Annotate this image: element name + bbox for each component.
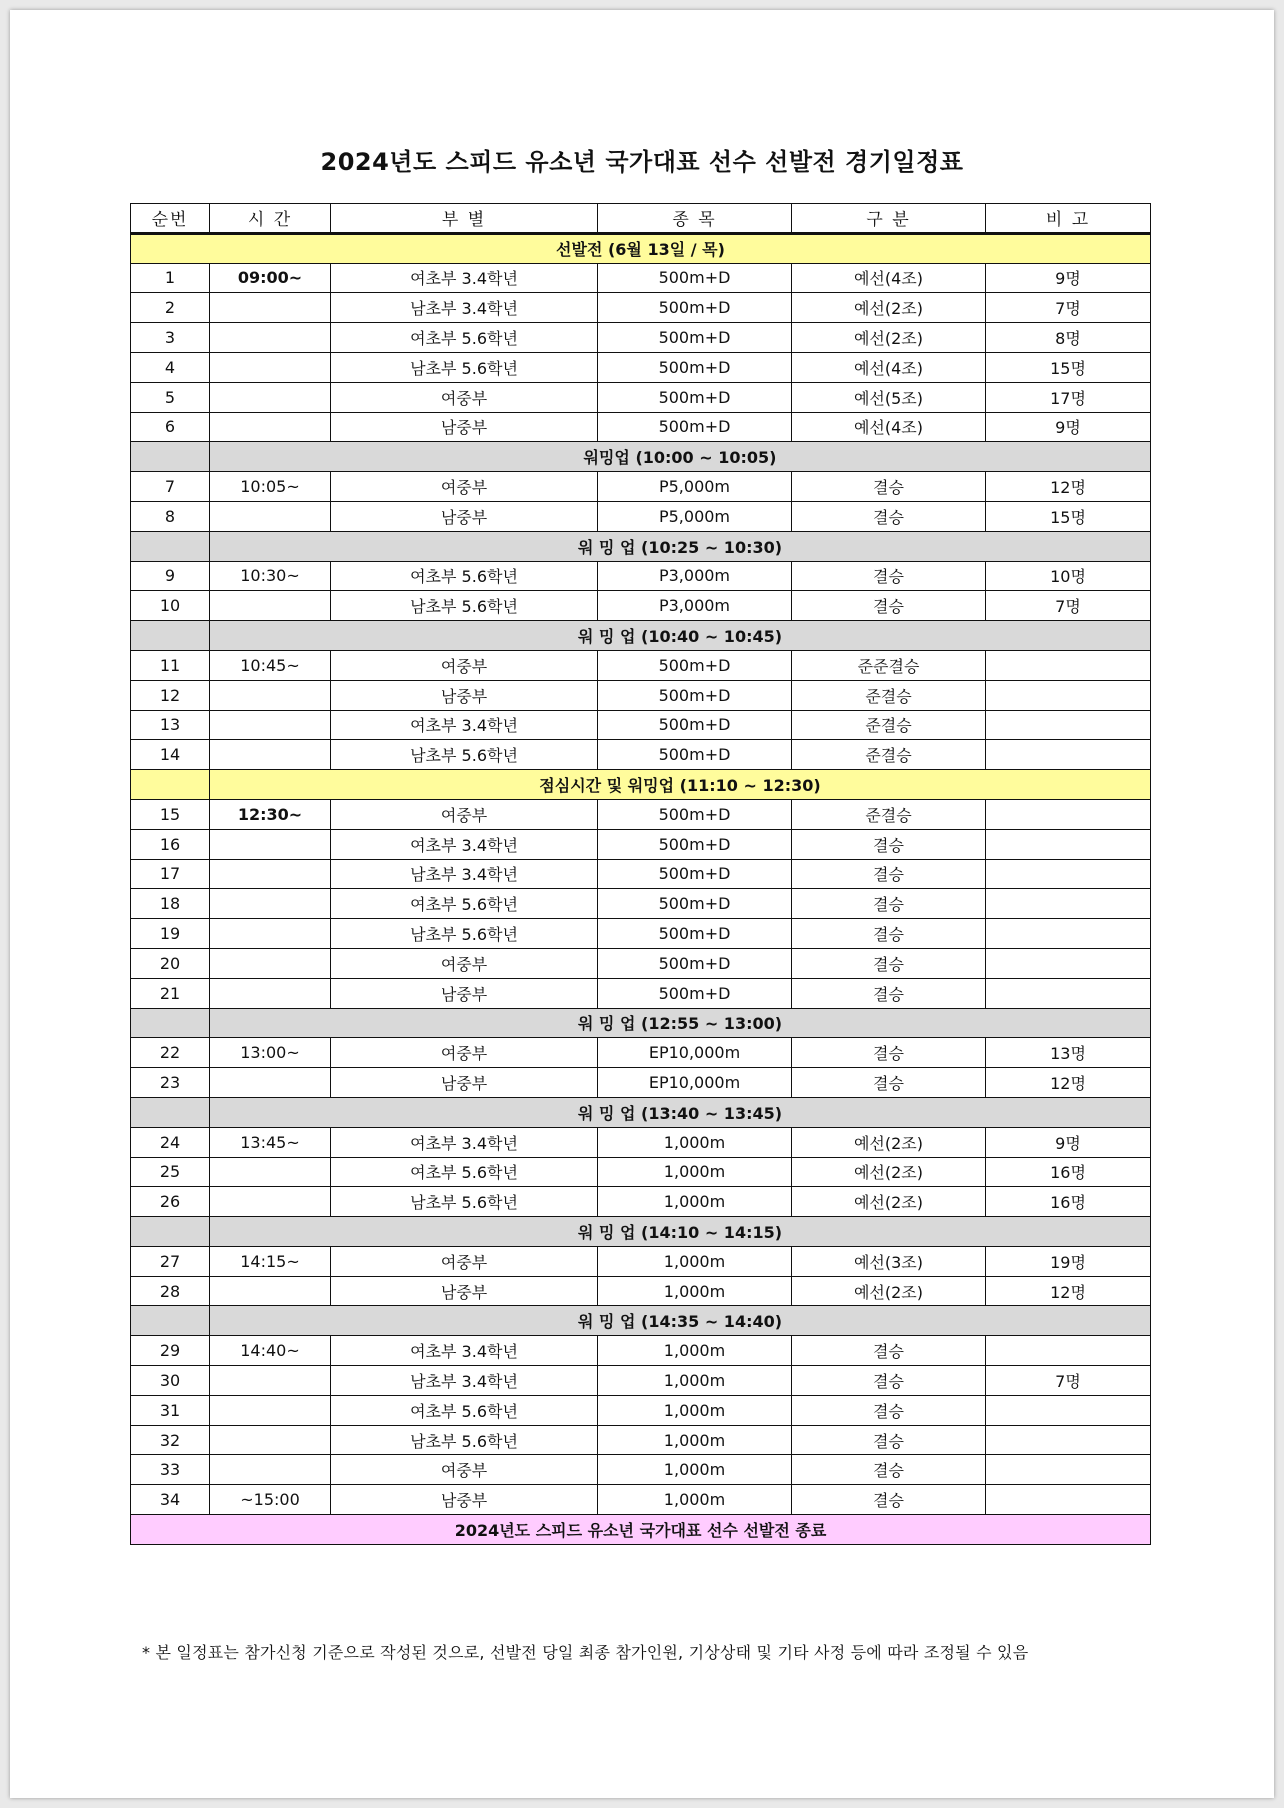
- row-time-cell: [210, 1395, 331, 1425]
- row-division-cell: 여중부: [331, 1038, 598, 1068]
- row-category-cell: 준결승: [792, 740, 986, 770]
- warmup-row: [131, 531, 1151, 561]
- row-division-cell: 여초부 5.6학년: [331, 323, 598, 353]
- table-row: [131, 1455, 1151, 1485]
- table-row: [131, 1187, 1151, 1217]
- row-category-cell: 예선(3조): [792, 1246, 986, 1276]
- row-division-cell: 남중부: [331, 680, 598, 710]
- row-note-cell: [986, 1425, 1151, 1455]
- row-category-cell: 결승: [792, 1366, 986, 1396]
- row-event-cell: 1,000m: [598, 1395, 792, 1425]
- row-division-cell: 남초부 5.6학년: [331, 591, 598, 621]
- row-note-cell: [986, 740, 1151, 770]
- table-row: [131, 1068, 1151, 1098]
- row-time-cell: [210, 382, 331, 412]
- diagonal-slash-cell: [131, 531, 210, 561]
- row-no-cell: 12: [131, 680, 210, 710]
- row-no-cell: 27: [131, 1246, 210, 1276]
- row-category-cell: 예선(2조): [792, 1276, 986, 1306]
- row-division-cell: 남초부 5.6학년: [331, 352, 598, 382]
- table-row: [131, 501, 1151, 531]
- warmup-label: 워 밍 업 (14:35 ~ 14:40): [210, 1306, 1151, 1336]
- row-no-cell: 23: [131, 1068, 210, 1098]
- row-no-cell: 25: [131, 1157, 210, 1187]
- row-no-cell: 5: [131, 382, 210, 412]
- row-event-cell: 1,000m: [598, 1366, 792, 1396]
- row-category-cell: 예선(2조): [792, 1157, 986, 1187]
- table-row: [131, 1246, 1151, 1276]
- diagonal-slash-cell: [131, 1306, 210, 1336]
- row-time-cell: [210, 1276, 331, 1306]
- row-event-cell: EP10,000m: [598, 1038, 792, 1068]
- row-category-cell: 예선(2조): [792, 1127, 986, 1157]
- row-category-cell: 예선(2조): [792, 323, 986, 353]
- schedule-body: [131, 233, 1151, 1544]
- row-note-cell: [986, 1395, 1151, 1425]
- row-category-cell: 예선(4조): [792, 263, 986, 293]
- row-note-cell: 9명: [986, 263, 1151, 293]
- diagonal-slash-cell: [131, 621, 210, 651]
- row-division-cell: 남중부: [331, 1485, 598, 1515]
- row-division-cell: 여초부 3.4학년: [331, 829, 598, 859]
- table-row: [131, 1038, 1151, 1068]
- row-note-cell: 10명: [986, 561, 1151, 591]
- row-note-cell: 9명: [986, 1127, 1151, 1157]
- row-no-cell: 13: [131, 710, 210, 740]
- row-note-cell: 17명: [986, 382, 1151, 412]
- table-row: [131, 829, 1151, 859]
- row-category-cell: 예선(2조): [792, 293, 986, 323]
- row-time-cell: [210, 412, 331, 442]
- row-time-cell: [210, 710, 331, 740]
- row-event-cell: 500m+D: [598, 323, 792, 353]
- row-event-cell: 500m+D: [598, 412, 792, 442]
- table-row: [131, 1276, 1151, 1306]
- row-note-cell: [986, 680, 1151, 710]
- row-category-cell: 결승: [792, 1068, 986, 1098]
- row-no-cell: 14: [131, 740, 210, 770]
- row-time-cell: 13:00~: [210, 1038, 331, 1068]
- row-division-cell: 남초부 3.4학년: [331, 859, 598, 889]
- row-category-cell: 결승: [792, 1485, 986, 1515]
- row-time-cell: [210, 352, 331, 382]
- warmup-label: 워 밍 업 (13:40 ~ 13:45): [210, 1097, 1151, 1127]
- table-row: [131, 472, 1151, 502]
- row-note-cell: 15명: [986, 352, 1151, 382]
- row-time-cell: [210, 1366, 331, 1396]
- row-time-cell: [210, 1068, 331, 1098]
- row-no-cell: 15: [131, 799, 210, 829]
- row-time-cell: 10:45~: [210, 650, 331, 680]
- row-time-cell: [210, 1187, 331, 1217]
- row-time-cell: [210, 323, 331, 353]
- row-division-cell: 여초부 3.4학년: [331, 1336, 598, 1366]
- row-category-cell: 예선(4조): [792, 412, 986, 442]
- row-division-cell: 여중부: [331, 382, 598, 412]
- row-division-cell: 여중부: [331, 1246, 598, 1276]
- row-note-cell: [986, 1455, 1151, 1485]
- warmup-row: [131, 1008, 1151, 1038]
- row-time-cell: [210, 591, 331, 621]
- row-event-cell: 500m+D: [598, 799, 792, 829]
- row-category-cell: 결승: [792, 889, 986, 919]
- row-category-cell: 결승: [792, 948, 986, 978]
- row-event-cell: P3,000m: [598, 561, 792, 591]
- row-time-cell: 12:30~: [210, 799, 331, 829]
- row-time-cell: [210, 740, 331, 770]
- row-division-cell: 남중부: [331, 1276, 598, 1306]
- warmup-label: 워 밍 업 (14:10 ~ 14:15): [210, 1217, 1151, 1247]
- row-note-cell: [986, 1336, 1151, 1366]
- row-category-cell: 결승: [792, 1038, 986, 1068]
- row-no-cell: 6: [131, 412, 210, 442]
- row-note-cell: [986, 889, 1151, 919]
- row-no-cell: 10: [131, 591, 210, 621]
- warmup-row: [131, 621, 1151, 651]
- row-note-cell: 12명: [986, 1068, 1151, 1098]
- row-category-cell: 결승: [792, 919, 986, 949]
- row-no-cell: 18: [131, 889, 210, 919]
- diagonal-slash-cell: [131, 1217, 210, 1247]
- warmup-row: [131, 1306, 1151, 1336]
- warmup-label: 점심시간 및 워밍업 (11:10 ~ 12:30): [210, 770, 1151, 800]
- row-event-cell: 500m+D: [598, 740, 792, 770]
- row-event-cell: 500m+D: [598, 829, 792, 859]
- row-event-cell: P3,000m: [598, 591, 792, 621]
- row-no-cell: 28: [131, 1276, 210, 1306]
- table-row: [131, 382, 1151, 412]
- end-label: 2024년도 스피드 유소년 국가대표 선수 선발전 종료: [131, 1515, 1151, 1545]
- end-row: [131, 1515, 1151, 1545]
- row-event-cell: 500m+D: [598, 680, 792, 710]
- row-note-cell: [986, 859, 1151, 889]
- row-time-cell: [210, 293, 331, 323]
- row-division-cell: 남중부: [331, 1068, 598, 1098]
- row-note-cell: 15명: [986, 501, 1151, 531]
- header-row: [131, 204, 1151, 234]
- row-category-cell: 준결승: [792, 799, 986, 829]
- row-event-cell: 500m+D: [598, 919, 792, 949]
- table-row: [131, 680, 1151, 710]
- session-banner-row: [131, 233, 1151, 263]
- row-division-cell: 남중부: [331, 412, 598, 442]
- row-note-cell: [986, 948, 1151, 978]
- diagonal-slash-cell: [131, 442, 210, 472]
- row-no-cell: 29: [131, 1336, 210, 1366]
- table-row: [131, 1425, 1151, 1455]
- row-event-cell: 500m+D: [598, 650, 792, 680]
- row-no-cell: 34: [131, 1485, 210, 1515]
- row-no-cell: 20: [131, 948, 210, 978]
- row-note-cell: 16명: [986, 1157, 1151, 1187]
- row-division-cell: 여중부: [331, 472, 598, 502]
- row-note-cell: 13명: [986, 1038, 1151, 1068]
- row-event-cell: 1,000m: [598, 1455, 792, 1485]
- header-division: 부 별: [331, 204, 598, 234]
- header-note: 비 고: [986, 204, 1151, 234]
- row-note-cell: [986, 1485, 1151, 1515]
- row-time-cell: 10:30~: [210, 561, 331, 591]
- row-time-cell: [210, 978, 331, 1008]
- row-no-cell: 11: [131, 650, 210, 680]
- row-note-cell: 12명: [986, 1276, 1151, 1306]
- warmup-row: [131, 442, 1151, 472]
- row-time-cell: [210, 859, 331, 889]
- row-category-cell: 준결승: [792, 710, 986, 740]
- table-row: [131, 1157, 1151, 1187]
- row-no-cell: 26: [131, 1187, 210, 1217]
- diagonal-slash-cell: [131, 1097, 210, 1127]
- warmup-row: [131, 1217, 1151, 1247]
- row-event-cell: 1,000m: [598, 1425, 792, 1455]
- row-time-cell: 13:45~: [210, 1127, 331, 1157]
- row-division-cell: 남초부 5.6학년: [331, 740, 598, 770]
- row-event-cell: 500m+D: [598, 352, 792, 382]
- row-time-cell: 14:40~: [210, 1336, 331, 1366]
- table-row: [131, 710, 1151, 740]
- row-no-cell: 3: [131, 323, 210, 353]
- row-note-cell: [986, 799, 1151, 829]
- row-division-cell: 여초부 5.6학년: [331, 561, 598, 591]
- table-row: [131, 1485, 1151, 1515]
- table-row: [131, 978, 1151, 1008]
- row-division-cell: 여중부: [331, 1455, 598, 1485]
- row-division-cell: 여초부 5.6학년: [331, 1157, 598, 1187]
- table-row: [131, 323, 1151, 353]
- row-event-cell: 500m+D: [598, 710, 792, 740]
- row-event-cell: 1,000m: [598, 1276, 792, 1306]
- row-division-cell: 남초부 3.4학년: [331, 293, 598, 323]
- row-event-cell: 500m+D: [598, 889, 792, 919]
- warmup-row: [131, 770, 1151, 800]
- row-time-cell: 10:05~: [210, 472, 331, 502]
- row-time-cell: 09:00~: [210, 263, 331, 293]
- row-division-cell: 여중부: [331, 650, 598, 680]
- row-event-cell: 500m+D: [598, 293, 792, 323]
- row-category-cell: 예선(5조): [792, 382, 986, 412]
- row-event-cell: 1,000m: [598, 1187, 792, 1217]
- row-no-cell: 8: [131, 501, 210, 531]
- header-no: 순번: [131, 204, 210, 234]
- schedule-table: [130, 203, 1151, 1545]
- warmup-label: 워 밍 업 (12:55 ~ 13:00): [210, 1008, 1151, 1038]
- table-row: [131, 293, 1151, 323]
- row-no-cell: 1: [131, 263, 210, 293]
- table-row: [131, 561, 1151, 591]
- warmup-label: 워밍업 (10:00 ~ 10:05): [210, 442, 1151, 472]
- row-category-cell: 준준결승: [792, 650, 986, 680]
- row-event-cell: 500m+D: [598, 382, 792, 412]
- row-category-cell: 결승: [792, 1336, 986, 1366]
- row-division-cell: 남중부: [331, 978, 598, 1008]
- row-no-cell: 21: [131, 978, 210, 1008]
- header-time: 시 간: [210, 204, 331, 234]
- warmup-label: 워 밍 업 (10:40 ~ 10:45): [210, 621, 1151, 651]
- row-event-cell: P5,000m: [598, 501, 792, 531]
- row-category-cell: 결승: [792, 1425, 986, 1455]
- row-division-cell: 여초부 3.4학년: [331, 263, 598, 293]
- table-row: [131, 948, 1151, 978]
- document-page: [10, 10, 1274, 1798]
- table-row: [131, 263, 1151, 293]
- row-note-cell: 12명: [986, 472, 1151, 502]
- row-division-cell: 여초부 3.4학년: [331, 710, 598, 740]
- diagonal-slash-cell: [131, 1008, 210, 1038]
- row-note-cell: [986, 919, 1151, 949]
- row-no-cell: 22: [131, 1038, 210, 1068]
- table-row: [131, 591, 1151, 621]
- row-note-cell: [986, 650, 1151, 680]
- row-category-cell: 결승: [792, 591, 986, 621]
- row-time-cell: [210, 501, 331, 531]
- table-row: [131, 859, 1151, 889]
- table-row: [131, 919, 1151, 949]
- row-no-cell: 32: [131, 1425, 210, 1455]
- row-category-cell: 결승: [792, 859, 986, 889]
- row-note-cell: 7명: [986, 591, 1151, 621]
- row-note-cell: [986, 710, 1151, 740]
- row-note-cell: 19명: [986, 1246, 1151, 1276]
- warmup-label: 워 밍 업 (10:25 ~ 10:30): [210, 531, 1151, 561]
- row-no-cell: 4: [131, 352, 210, 382]
- row-category-cell: 결승: [792, 561, 986, 591]
- row-time-cell: [210, 948, 331, 978]
- row-division-cell: 남초부 5.6학년: [331, 919, 598, 949]
- warmup-row: [131, 1097, 1151, 1127]
- row-event-cell: 500m+D: [598, 978, 792, 1008]
- row-event-cell: 500m+D: [598, 263, 792, 293]
- row-division-cell: 여초부 3.4학년: [331, 1127, 598, 1157]
- row-division-cell: 여중부: [331, 948, 598, 978]
- row-event-cell: P5,000m: [598, 472, 792, 502]
- row-no-cell: 17: [131, 859, 210, 889]
- row-note-cell: 7명: [986, 293, 1151, 323]
- row-division-cell: 남초부 3.4학년: [331, 1366, 598, 1396]
- row-event-cell: 1,000m: [598, 1485, 792, 1515]
- row-category-cell: 결승: [792, 978, 986, 1008]
- header-event: 종 목: [598, 204, 792, 234]
- row-no-cell: 19: [131, 919, 210, 949]
- table-row: [131, 1127, 1151, 1157]
- row-category-cell: 준결승: [792, 680, 986, 710]
- table-row: [131, 1395, 1151, 1425]
- table-row: [131, 889, 1151, 919]
- row-time-cell: 14:15~: [210, 1246, 331, 1276]
- row-division-cell: 여초부 5.6학년: [331, 1395, 598, 1425]
- row-event-cell: 500m+D: [598, 948, 792, 978]
- row-no-cell: 7: [131, 472, 210, 502]
- row-time-cell: [210, 829, 331, 859]
- diagonal-slash-cell: [131, 770, 210, 800]
- row-note-cell: 16명: [986, 1187, 1151, 1217]
- row-time-cell: [210, 1455, 331, 1485]
- row-no-cell: 16: [131, 829, 210, 859]
- row-category-cell: 예선(2조): [792, 1187, 986, 1217]
- row-no-cell: 31: [131, 1395, 210, 1425]
- table-row: [131, 412, 1151, 442]
- row-note-cell: 7명: [986, 1366, 1151, 1396]
- row-note-cell: 8명: [986, 323, 1151, 353]
- row-note-cell: 9명: [986, 412, 1151, 442]
- row-time-cell: ~15:00: [210, 1485, 331, 1515]
- row-no-cell: 24: [131, 1127, 210, 1157]
- row-event-cell: EP10,000m: [598, 1068, 792, 1098]
- row-no-cell: 9: [131, 561, 210, 591]
- row-time-cell: [210, 889, 331, 919]
- row-category-cell: 결승: [792, 472, 986, 502]
- row-event-cell: 500m+D: [598, 859, 792, 889]
- row-time-cell: [210, 919, 331, 949]
- table-row: [131, 1336, 1151, 1366]
- row-time-cell: [210, 1157, 331, 1187]
- row-no-cell: 30: [131, 1366, 210, 1396]
- header-category: 구 분: [792, 204, 986, 234]
- page-title: 2024년도 스피드 유소년 국가대표 선수 선발전 경기일정표: [320, 148, 964, 176]
- row-division-cell: 남중부: [331, 501, 598, 531]
- row-category-cell: 예선(4조): [792, 352, 986, 382]
- row-division-cell: 남초부 5.6학년: [331, 1425, 598, 1455]
- table-row: [131, 740, 1151, 770]
- row-no-cell: 2: [131, 293, 210, 323]
- row-division-cell: 남초부 5.6학년: [331, 1187, 598, 1217]
- row-division-cell: 여중부: [331, 799, 598, 829]
- row-note-cell: [986, 829, 1151, 859]
- table-row: [131, 352, 1151, 382]
- row-event-cell: 1,000m: [598, 1246, 792, 1276]
- table-row: [131, 1366, 1151, 1396]
- session-banner-label: 선발전 (6월 13일 / 목): [131, 233, 1151, 263]
- row-division-cell: 여초부 5.6학년: [331, 889, 598, 919]
- table-row: [131, 650, 1151, 680]
- row-category-cell: 결승: [792, 1395, 986, 1425]
- row-event-cell: 1,000m: [598, 1127, 792, 1157]
- footnote: * 본 일정표는 참가신청 기준으로 작성된 것으로, 선발전 당일 최종 참가인원, 기상상태 및 기타 사정 등에 따라 조정될 수 있음: [142, 1643, 1029, 1662]
- row-category-cell: 결승: [792, 501, 986, 531]
- row-category-cell: 결승: [792, 1455, 986, 1485]
- row-note-cell: [986, 978, 1151, 1008]
- row-event-cell: 1,000m: [598, 1336, 792, 1366]
- table-row: [131, 799, 1151, 829]
- row-time-cell: [210, 680, 331, 710]
- row-time-cell: [210, 1425, 331, 1455]
- row-event-cell: 1,000m: [598, 1157, 792, 1187]
- row-category-cell: 결승: [792, 829, 986, 859]
- row-no-cell: 33: [131, 1455, 210, 1485]
